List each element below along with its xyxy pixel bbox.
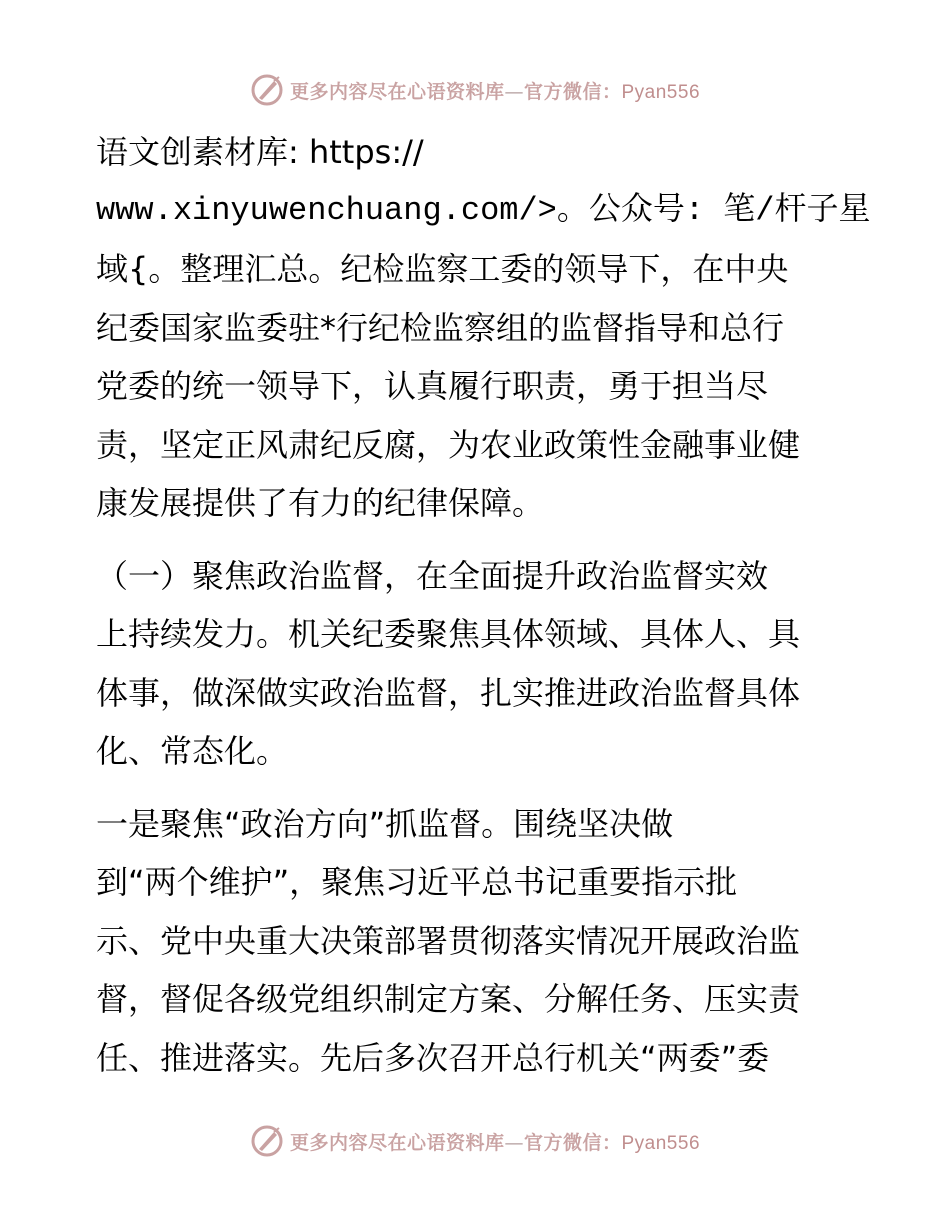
paragraph-2 [96, 547, 856, 781]
text-line: 语文创素材库: https:// [96, 133, 424, 171]
text-line: www.xinyuwenchuang.com/>。公众号: 笔/杆子星 [96, 191, 871, 229]
text-line: 到“两个维护”，聚焦习近平总书记重要指示批 [96, 863, 738, 901]
footer-watermark [0, 1121, 950, 1161]
watermark-wechat-id: Pyan556 [621, 81, 701, 103]
watermark-wechat-id: Pyan556 [621, 1132, 701, 1154]
watermark-suffix: 官方微信： [523, 80, 622, 103]
watermark-text [290, 77, 700, 104]
text-line: （一）聚焦政治监督，在全面提升政治监督实效 [96, 556, 769, 595]
paragraph-1 [96, 123, 871, 533]
text-line: 域{。整理汇总。纪检监察工委的领导下，在中央 [96, 250, 789, 288]
quill-pen-logo-icon [250, 73, 284, 107]
text-line: 督，督促各级党组织制定方案、分解任务、压实责 [96, 980, 801, 1018]
watermark-main: 更多内容尽在心语资料库 [289, 1131, 505, 1154]
text-line: 纪委国家监委驻*行纪检监察组的监督指导和总行 [96, 308, 785, 347]
text-line: 责，坚定正风肃纪反腐，为农业政策性金融事业健 [96, 425, 801, 464]
text-line: 一是聚焦“政治方向”抓监督。围绕坚决做 [96, 804, 674, 843]
text-line: 党委的统一领导下，认真履行职责，勇于担当尽 [96, 367, 769, 405]
watermark-separator: — [504, 80, 524, 103]
text-line: 示、党中央重大决策部署贯彻落实情况开展政治监 [96, 921, 801, 960]
header-watermark [0, 70, 950, 110]
quill-pen-logo-icon [250, 1124, 284, 1158]
watermark-main: 更多内容尽在心语资料库 [289, 80, 505, 103]
watermark-suffix: 官方微信： [523, 1131, 622, 1154]
text-line: 化、常态化。 [96, 732, 289, 770]
watermark-text [290, 1128, 700, 1155]
text-line: 任、推进落实。先后多次召开总行机关“两委”委 [96, 1038, 770, 1077]
text-line: 体事，做深做实政治监督，扎实推进政治监督具体 [96, 673, 801, 712]
text-line: 康发展提供了有力的纪律保障。 [96, 484, 545, 522]
watermark-separator: — [504, 1131, 524, 1154]
paragraph-3 [96, 795, 856, 1088]
document-body [96, 123, 871, 1087]
text-line: 上持续发力。机关纪委聚焦具体领域、具体人、具 [96, 615, 801, 653]
